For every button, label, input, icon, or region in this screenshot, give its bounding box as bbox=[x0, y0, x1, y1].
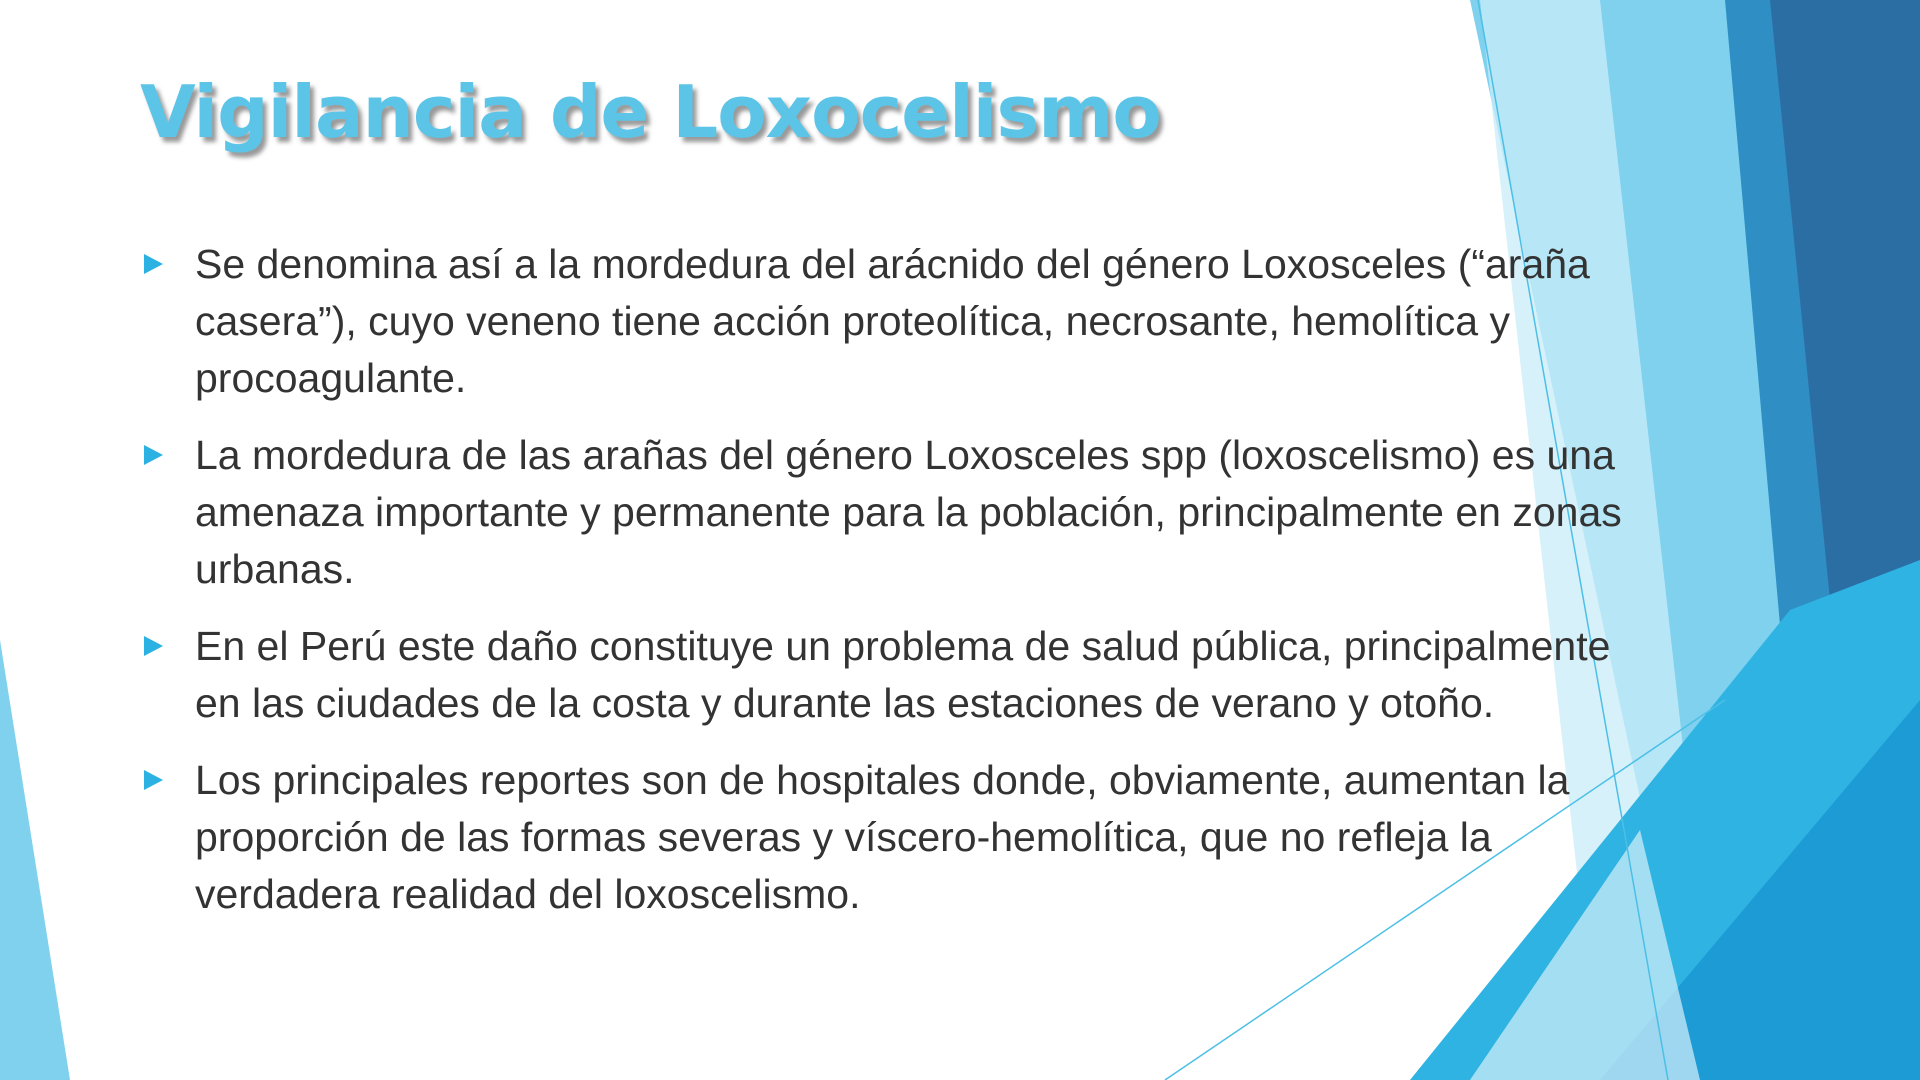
bullet-text: Se denomina así a la mordedura del arácnido del género Loxosceles (“araña casera”), cuyo veneno tiene acción proteolítica, necrosante, hemolítica y procoagulante. bbox=[195, 241, 1590, 401]
bullet-list bbox=[140, 236, 1660, 943]
bullet-text: La mordedura de las arañas del género Loxosceles spp (loxoscelismo) es una amenaza importante y permanente para la población, principalmente en zonas urbanas. bbox=[195, 432, 1622, 592]
triangle-bullet-icon bbox=[144, 636, 163, 656]
triangle-bullet-icon bbox=[144, 770, 163, 790]
triangle-bullet-icon bbox=[144, 445, 163, 465]
bullet-text: En el Perú este daño constituye un problema de salud pública, principalmente en las ciudades de la costa y durante las estaciones de verano y otoño. bbox=[195, 623, 1611, 726]
list-item bbox=[140, 236, 1660, 407]
left-edge-shape bbox=[0, 640, 70, 1080]
page-title: Vigilancia de Loxocelismo bbox=[140, 70, 1161, 154]
list-item bbox=[140, 618, 1660, 732]
triangle-bullet-icon bbox=[144, 254, 163, 274]
bullet-text: Los principales reportes son de hospitales donde, obviamente, aumentan la proporción de las formas severas y víscero-hemolítica, que no refleja la verdadera realidad del loxoscelismo. bbox=[195, 757, 1570, 917]
list-item bbox=[140, 427, 1660, 598]
list-item bbox=[140, 752, 1660, 923]
